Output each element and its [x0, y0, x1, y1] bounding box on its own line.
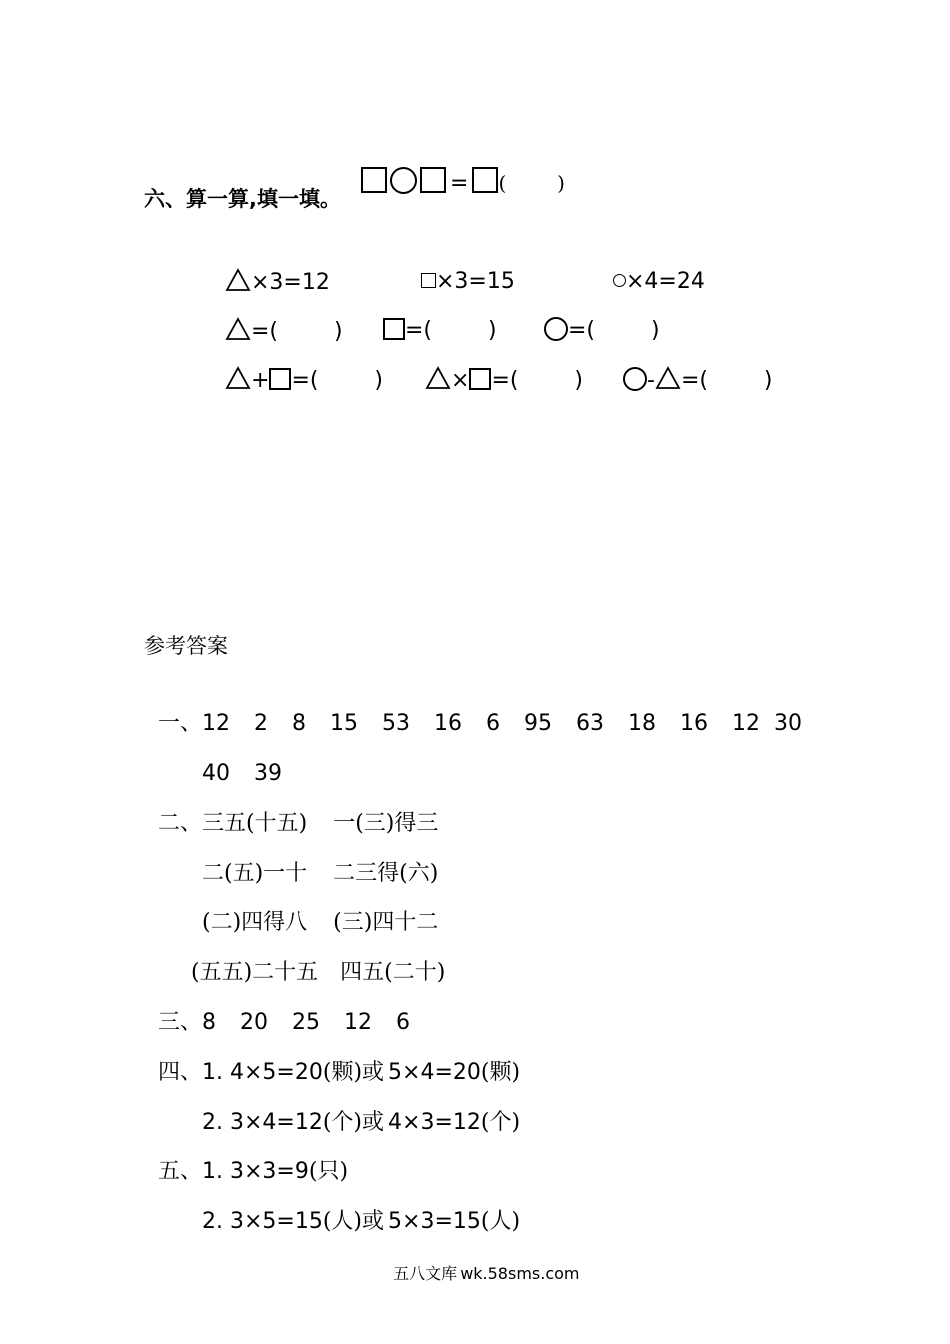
triangle-answer: =( ) [211, 289, 343, 346]
answer-four-line2: 2. 3×4=12(个)或 4×3=12(个) [202, 1110, 521, 1135]
answer-two-row1: 二、三五(十五) 一(三)得三 [158, 811, 439, 836]
answer-blank: ( ) [498, 171, 565, 195]
answer-four-line1: 四、1. 4×5=20(颗)或 5×4=20(颗) [158, 1060, 521, 1085]
square-symbol [269, 368, 291, 390]
square-answer: =( ) [369, 289, 497, 345]
square-symbol [420, 167, 446, 193]
answers-title: 参考答案 [144, 634, 228, 658]
answer-one-line2: 40 39 [202, 761, 282, 786]
answer-five-line1: 五、1. 3×3=9(只) [158, 1159, 349, 1184]
given-circle-equation: ×4=24 [599, 240, 705, 296]
answer-five-line2: 2. 3×5=15(人)或 5×3=15(人) [202, 1209, 521, 1234]
square-symbol [361, 167, 387, 193]
equals-sign: = [450, 171, 469, 196]
square-symbol [421, 273, 436, 288]
triangle-plus-square: + =( ) [211, 338, 383, 395]
circle-minus-triangle: - =( ) [609, 338, 773, 395]
answer-one-line1: 一、12 2 8 15 53 16 6 95 63 18 16 12 30 [158, 711, 803, 736]
circle-answer: =( ) [530, 289, 660, 345]
triangle-symbol [225, 366, 251, 390]
answer-three: 三、8 20 25 12 6 [158, 1010, 411, 1035]
answer-two-row4: (五五)二十五 四五(二十) [191, 960, 446, 985]
square-symbol [383, 318, 405, 340]
top-equation [347, 139, 565, 198]
circle-symbol [623, 367, 647, 391]
given-triangle-equation: ×3=12 [211, 240, 330, 297]
square-symbol [469, 368, 491, 390]
circle-symbol [390, 167, 417, 194]
square-symbol [472, 167, 498, 193]
section-six-heading: 六、算一算,填一填。 [144, 187, 341, 211]
circle-symbol [613, 274, 626, 287]
footer-watermark: 五八文库 wk.58sms.com [393, 1264, 580, 1283]
triangle-symbol [425, 366, 451, 390]
answer-two-row2: 二(五)一十 二三得(六) [202, 861, 439, 886]
triangle-times-square: × =( ) [411, 338, 583, 395]
given-square-equation: ×3=15 [407, 240, 515, 296]
triangle-symbol [655, 366, 681, 390]
answer-two-row3: (二)四得八 (三)四十二 [202, 910, 439, 935]
